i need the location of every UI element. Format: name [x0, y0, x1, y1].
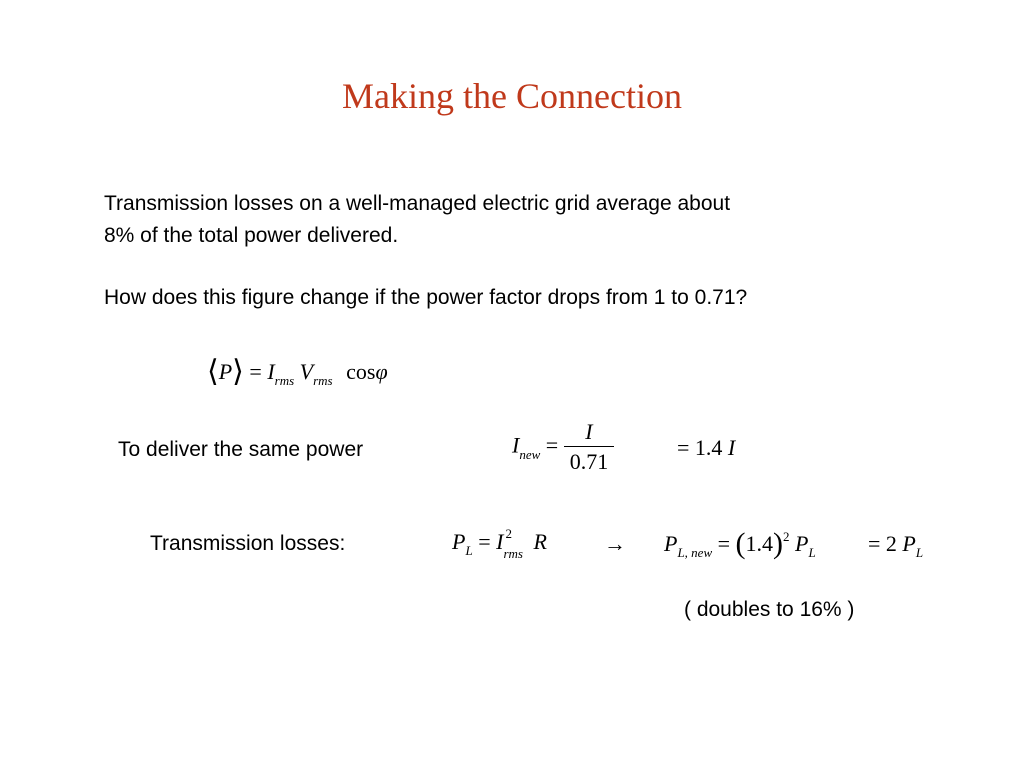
same-power-label: To deliver the same power [118, 438, 364, 461]
current-subscript: rms [274, 373, 295, 388]
result-loss-subscript: L [915, 545, 924, 560]
new-loss-symbol: P [664, 531, 678, 556]
phi-symbol: φ [375, 359, 388, 384]
resistance-symbol: R [533, 529, 547, 554]
equals-sign: = [717, 531, 736, 556]
equals-sign: = [249, 359, 268, 384]
equals-sign: = [868, 531, 886, 556]
result-current-symbol: I [727, 435, 736, 460]
new-current-result [677, 434, 735, 462]
loss-result [868, 530, 923, 561]
left-angle-bracket: ⟨ [207, 355, 219, 388]
loss-multiplier: 2 [885, 531, 897, 556]
new-current-equation [512, 418, 614, 477]
doubles-note: ( doubles to 16% ) [684, 598, 855, 621]
equals-sign: = [478, 529, 497, 554]
loss-factor-exponent: 2 [783, 529, 790, 544]
right-paren: ) [773, 527, 784, 560]
loss-current-scripts [503, 526, 537, 561]
new-loss-subscript: L, new [677, 545, 713, 560]
loss-power-subscript: L [465, 543, 473, 558]
result-factor: 1.4 [694, 435, 723, 460]
loss-factor: 1.4 [745, 531, 774, 556]
average-power-equation [207, 356, 388, 389]
loss-current-subscript: rms [503, 546, 523, 561]
slide-title: Making the Connection [342, 76, 682, 116]
new-current-symbol: I [512, 432, 520, 458]
new-current-subscript: new [519, 446, 541, 462]
power-symbol: P [218, 359, 233, 384]
fraction-numerator: I [564, 418, 615, 447]
intro-line-2: 8% of the total power delivered. [104, 224, 399, 247]
intro-line-1: Transmission losses on a well-managed electric grid average about [104, 192, 731, 215]
original-loss-subscript: L [808, 545, 816, 560]
left-paren: ( [735, 527, 746, 560]
original-loss-symbol: P [795, 531, 809, 556]
result-loss-symbol: P [902, 531, 916, 556]
question-text: How does this figure change if the power factor drops from 1 to 0.71? [104, 286, 748, 309]
loss-current-symbol: I [496, 529, 504, 554]
cos-function: cos [346, 359, 376, 384]
voltage-subscript: rms [313, 373, 333, 388]
new-loss-equation [664, 528, 816, 561]
loss-current-superscript: 2 [505, 526, 512, 541]
loss-power-symbol: P [452, 529, 466, 554]
current-fraction [564, 418, 615, 477]
loss-equation [452, 528, 547, 559]
right-angle-bracket: ⟩ [232, 355, 244, 388]
current-symbol: I [267, 359, 275, 384]
equals-sign: = [677, 435, 695, 460]
fraction-denominator: 0.71 [569, 449, 609, 474]
equals-sign: = [545, 432, 564, 458]
implies-arrow: → [604, 531, 626, 556]
voltage-symbol: V [299, 359, 314, 384]
losses-label: Transmission losses: [150, 532, 346, 555]
